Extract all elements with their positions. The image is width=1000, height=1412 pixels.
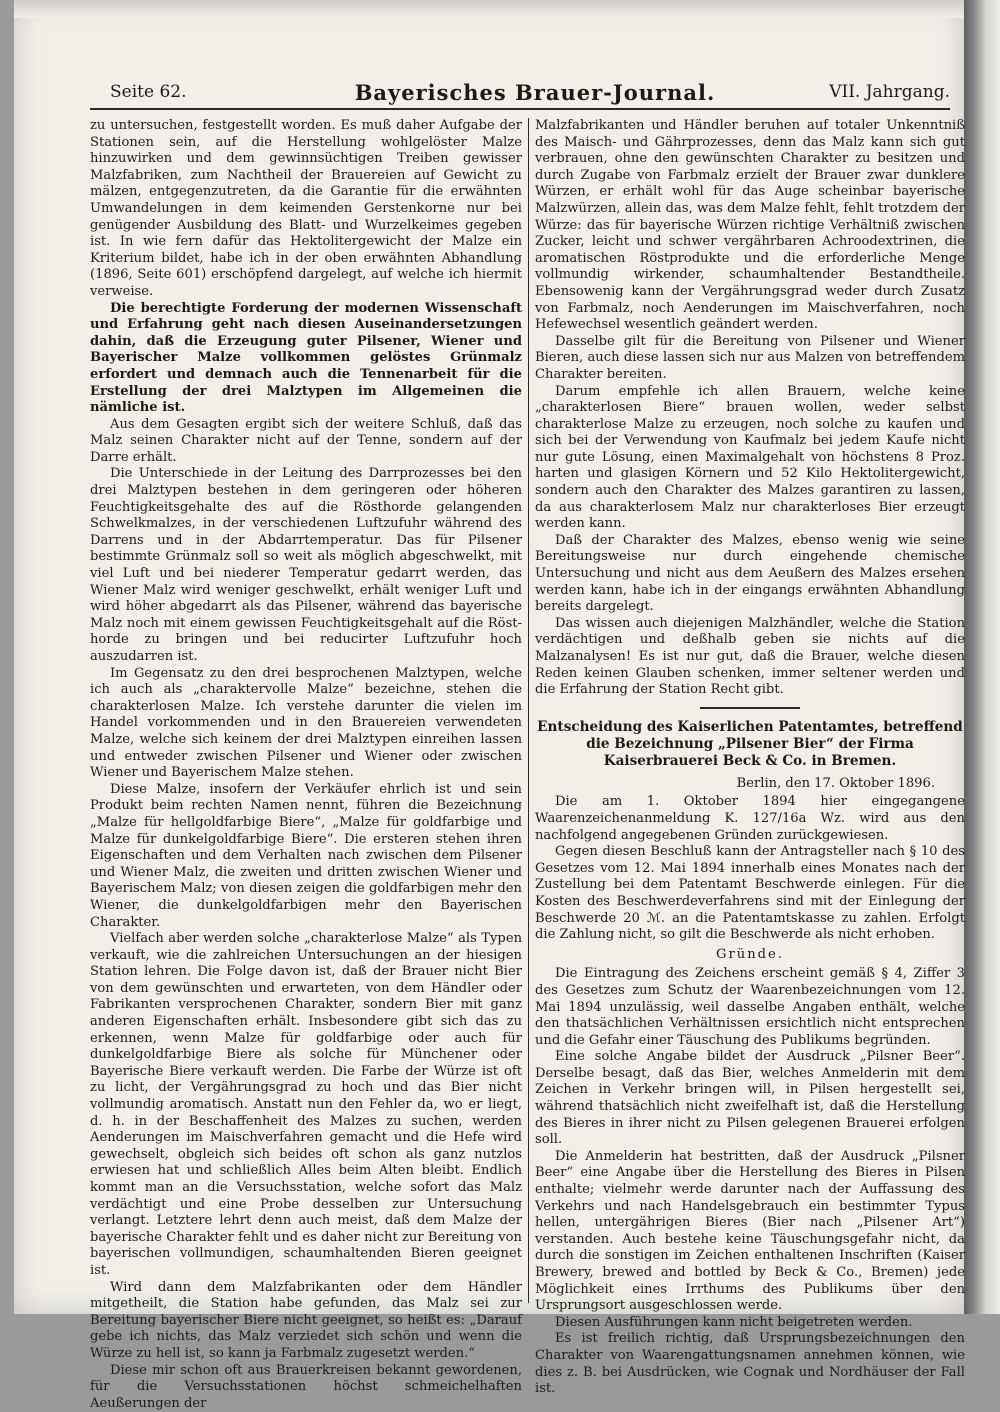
journal-title: Bayerisches Brauer-Journal. — [354, 80, 716, 105]
paragraph: Die Anmelderin hat bestritten, daß der Ausdruck „Pilsner Beer“ eine Angabe über die Herstellung des Bieres in Pilsen enthalte; vielmehr werde darunter nach der Auffassung des Verkehrs und nach Handelsgebrauch ein bestimmter Typus hellen, untergährigen Bieres (Bier nach „Pilsener Art“) verstanden. Auch bestehe keine Täuschungsgefahr nicht, da durch die sonstigen im Zeichen enthaltenen Inschriften (Kaiser Brewery, brewed and bottled by Beck & Co., Bremen) jede Möglichkeit eines Irrthums des Publikums über den Ursprungsort ausgeschlossen werde. — [535, 1148, 965, 1314]
page-top-edge — [14, 0, 964, 18]
book-binding-edge — [964, 0, 1000, 1314]
paragraph: Wird dann dem Malzfabrikanten oder dem Händler mitgetheilt, die Station habe gefunden, das Malz sei zur Bereitung bayerischer Biere nicht geeignet, so heißt es: „Darauf gebe ich nichts, das Malz verziedet sich schön und wenn die Würze zu hell ist, so kann ja Farbmalz zugesetzt werden.“ — [90, 1279, 522, 1361]
paragraph: Die Unterschiede in der Leitung des Darrprozesses bei den drei Malztypen bestehen in dem geringeren oder höheren Feuchtigkeitsgehalte des auf die Rösthorde gelangenden Schwelkmalzes, in der verschiedenen Luftzufuhr während des Darrens und in der Abdarrtemperatur. Das für Pilsener bestimmte Grünmalz soll so weit als möglich abgeschwelkt, mit viel Luft und bei niederer Temperatur gedarrt werden, das Wiener Malz wird weniger geschwelkt, erhält weniger Luft und wird höher abgedarrt als das Pilsener, während das bayerische Malz noch mit einem gewissen Feuchtigkeitsgehalt auf die Rösthorde zu bringen und bei reducirter Luftzufuhr hoch auszudarren ist. — [90, 466, 522, 664]
paragraph: Gegen diesen Beschluß kann der Antragsteller nach § 10 des Gesetzes vom 12. Mai 1894 innerhalb eines Monates nach der Zustellung bei dem Patentamt Beschwerde einlegen. Für die Kosten des Beschwerdeverfahrens sind mit der Einlegung der Beschwerde 20 ℳ. an die Patentamtskasse zu zahlen. Erfolgt die Zahlung nicht, so gilt die Beschwerde als nicht erhoben. — [535, 844, 965, 943]
paragraph: Vielfach aber werden solche „charakterlose Malze“ als Typen verkauft, wie die zahlreichen Untersuchungen an der hiesigen Station lehren. Die Folge davon ist, daß der Brauer nicht Bier von dem gewünschten und erwarteten, von dem Händler oder Fabrikanten versprochenen Charakter, sondern Bier mit ganz anderen Eigenschaften erhält. Insbesondere gibt sich das zu erkennen, wenn Malze für goldfarbige oder auch für dunkelgoldfarbige Biere als solche für Münchener oder Bayerische Biere verkauft werden. Die Farbe der Würze ist oft zu licht, der Vergährungsgrad zu hoch und das Bier nicht vollmundig aromatisch. Anstatt nun den Fehler da, wo er liegt, d. h. in der Beschaffenheit des Malzes zu suchen, werden Aenderungen im Maischverfahren gemacht und die Hefe wird gewechselt, obgleich sich beides oft schon als ganz nutzlos erwiesen hat und schließlich Alles beim Alten bleibt. Endlich kommt man an die Versuchsstation, welche sofort das Malz verdächtigt und eine Probe desselben zur Untersuchung verlangt. Letztere lehrt denn auch meist, daß dem Malze der bayerische Charakter fehlt und es daher nicht zur Bereitung von bayerischen vollmundigen, schaumhaltenden Bieren geeignet ist. — [90, 931, 522, 1278]
paragraph-bold — [90, 301, 522, 417]
paragraph: zu untersuchen, festgestellt worden. Es muß daher Aufgabe der Stationen sein, auf die Herstellung wohlgelöster Malze hinzuwirken und dem gewinnsüchtigen Treiben gewisser Malzfabriken, zum Nachtheil der Brauereien auf Gewicht zu mälzen, entgegenzutreten, da die Garantie für die erwähnten Umwandelungen in dem keimenden Gerstenkorne nur bei genügender Ausbildung des Blatt- und Wurzelkeimes gegeben ist. In wie fern dafür das Hektolitergewicht der Malze ein Kriterium bildet, habe ich in der oben erwähnten Abhandlung (1896, Seite 601) erschöpfend dargelegt, auf welche ich hiermit verweise. — [90, 118, 522, 299]
page-number: Seite 62. — [110, 82, 187, 102]
bold-text: Die berechtigte Forderung der modernen Wissenschaft und Erfahrung geht nach diesen Auseinandersetzungen dahin, daß die Erzeugung guter Pilsener, Wiener und Bayerischer Malze vollkommen gelöstes Grünmalz erfordert und demnach auch die Tennenarbeit für die Erstellung der drei Malztypen im Allgemeinen die nämliche ist. — [90, 300, 522, 416]
paragraph: Im Gegensatz zu den drei besprochenen Malztypen, welche ich auch als „charaktervolle Malze“ bezeichne, stehen die charakterlosen Malze. Ich verstehe darunter die vielen im Handel vorkommenden und in den Brauereien verwendeten Malze, welche sich keinem der drei Malztypen einreihen lassen und entweder zwischen Pilsener und Wiener oder zwischen Wiener und Bayerischem Malze stehen. — [90, 665, 522, 781]
left-column — [90, 118, 522, 1411]
article-heading: Entscheidung des Kaiserlichen Patentamtes, betreffend die Bezeichnung „Pilsener Bier“ der Firma Kaiserbrauerei Beck & Co. in Bremen. — [537, 718, 963, 769]
paragraph: Eine solche Angabe bildet der Ausdruck „Pilsner Beer“. Derselbe besagt, daß das Bier, welches Anmelderin mit dem Zeichen in Verkehr bringen will, in Pilsen hergestellt sei, während thatsächlich nicht zweifelhaft ist, daß die Herstellung des Bieres in ihrer nicht zu Pilsen gelegenen Brauerei erfolgen soll. — [535, 1049, 965, 1148]
paragraph: Dasselbe gilt für die Bereitung von Pilsener und Wiener Bieren, auch diese lassen sich nur aus Malzen von betreffendem Charakter bereiten. — [535, 333, 965, 382]
section-separator — [700, 707, 800, 709]
paragraph: Daß der Charakter des Malzes, ebenso wenig wie seine Bereitungsweise nur durch eingehende chemische Untersuchung und nicht aus dem Aeußern des Malzes ersehen werden kann, habe ich in der eingangs erwähnten Abhandlung bereits dargelegt. — [535, 532, 965, 615]
paragraph: Die am 1. Oktober 1894 hier eingegangene Waarenzeichenanmeldung K. 127/16a Wz. wird aus den nachfolgend angegebenen Gründen zurückgewiesen. — [535, 794, 965, 843]
paragraph: Diese mir schon oft aus Brauerkreisen bekannt gewordenen, für die Versuchsstationen höchst schmeichelhaften Aeußerungen der — [90, 1362, 522, 1411]
volume-label: VII. Jahrgang. — [829, 82, 950, 102]
section-subheading: Gründe. — [716, 946, 784, 962]
paragraph: Diesen Ausführungen kann nicht beigetreten werden. — [555, 1314, 913, 1330]
column-divider — [528, 118, 529, 1303]
page-header — [110, 80, 950, 110]
paragraph: Die Eintragung des Zeichens erscheint gemäß § 4, Ziffer 3 des Gesetzes zum Schutz der Waarenbezeichnungen vom 12. Mai 1894 unzulässig, weil dasselbe Angaben enthält, welche den thatsächlichen Verhältnissen ersichtlich nicht entsprechen und die Gefahr einer Täuschung des Publikums begründen. — [535, 966, 965, 1048]
paragraph: Diese Malze, insofern der Verkäufer ehrlich ist und sein Produkt beim rechten Namen nennt, führen die Bezeichnung „Malze für hellgoldfarbige Biere“, „Malze für goldfarbige und Malze für dunkelgoldfarbige Biere“. Die ersteren stehen ihren Eigenschaften und dem Verhalten nach zwischen dem Pilsener und Wiener Malz, die zweiten und dritten zwischen Wiener und Bayerischem Malz; von diesen zeigen die goldfarbigen mehr den Wiener, die dunkelgoldfarbigen mehr den Bayerischen Charakter. — [90, 781, 522, 930]
paragraph: Malzfabrikanten und Händler beruhen auf totaler Unkenntniß des Maisch- und Gährprozesses, denn das Malz kann sich gut verbrauen, ohne den gewünschten Charakter zu besitzen und durch Zugabe von Farbmalz erzielt der Brauer zwar dunklere Würzen, er erhält wohl für das Auge scheinbar bayerische Malzwürzen, allein das, was dem Malze fehlt, fehlt trotzdem der Würze: das für bayerische Würzen richtige Verhältniß zwischen Zucker, leicht und schwer vergährbaren Achroodextrinen, die aromatischen Röstprodukte und die erforderliche Menge vollmundig wirkender, schaumhaltender Bestandtheile. Ebensowenig kann der Vergährungsgrad weder durch Zusatz von Farbmalz, noch Aenderungen im Maischverfahren, noch Hefewechsel wesentlich geändert werden. — [535, 118, 965, 333]
paragraph: Darum empfehle ich allen Brauern, welche keine „charakterlosen Biere“ brauen wollen, weder selbst charakterlose Malze zu erzeugen, noch solche zu kaufen und sich bei der Verwendung von Kaufmalz bei jedem Kaufe nicht nur gute Lösung, einen Maximalgehalt von höchstens 8 Proz. harten und glasigen Körnern und 52 Kilo Hektolitergewicht, sondern auch den Charakter des Malzes garantiren zu lassen, da aus charakterlosem Malz nur charakterloses Bier erzeugt werden kann. — [535, 383, 965, 532]
dateline: Berlin, den 17. Oktober 1896. — [736, 775, 935, 791]
paragraph: Das wissen auch diejenigen Malzhändler, welche die Station verdächtigen und deßhalb geben sie nichts auf die Malzanalysen! Es ist nur gut, daß die Brauer, welche diesen Reden keinen Glauben schenken, immer seltener werden und die Erfahrung der Station Recht gibt. — [535, 615, 965, 698]
header-rule — [90, 108, 950, 110]
paragraph: Aus dem Gesagten ergibt sich der weitere Schluß, daß das Malz seinen Charakter nicht auf der Tenne, sondern auf der Darre erhält. — [90, 416, 522, 465]
paragraph: Es ist freilich richtig, daß Ursprungsbezeichnungen den Charakter von Waarengattungsnamen annehmen können, wie dies z. B. bei Ausdrücken, wie Cognak und Nordhäuser der Fall ist. — [535, 1331, 965, 1397]
right-column — [535, 118, 965, 1397]
